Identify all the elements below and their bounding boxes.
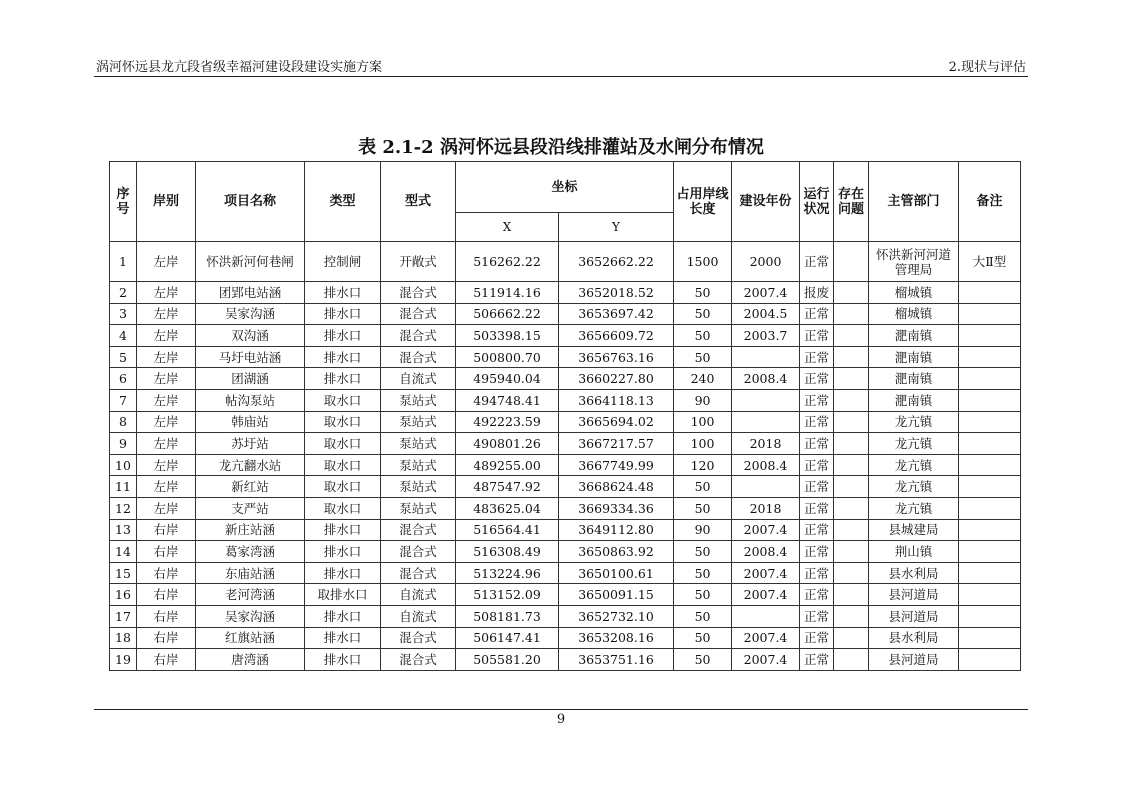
cell-length: 50 [674, 497, 732, 519]
cell-note [959, 411, 1021, 433]
cell-year [732, 411, 800, 433]
cell-status: 正常 [800, 368, 834, 390]
cell-y: 3667217.57 [559, 433, 674, 455]
col-header-category: 类型 [305, 162, 381, 242]
cell-seq: 11 [110, 476, 137, 498]
col-header-length: 占用岸线长度 [674, 162, 732, 242]
cell-length: 50 [674, 476, 732, 498]
col-header-year: 建设年份 [732, 162, 800, 242]
cell-seq: 19 [110, 649, 137, 671]
cell-y: 3650863.92 [559, 541, 674, 563]
cell-style: 泵站式 [381, 411, 456, 433]
cell-y: 3664118.13 [559, 389, 674, 411]
cell-length: 50 [674, 282, 732, 304]
cell-note: 大Ⅱ型 [959, 242, 1021, 282]
cell-length: 1500 [674, 242, 732, 282]
cell-length: 50 [674, 562, 732, 584]
cell-length: 50 [674, 325, 732, 347]
cell-dept: 县河道局 [869, 649, 959, 671]
cell-category: 排水口 [305, 325, 381, 347]
cell-name: 吴家沟涵 [196, 605, 305, 627]
cell-length: 90 [674, 389, 732, 411]
cell-seq: 17 [110, 605, 137, 627]
distribution-table [109, 161, 1021, 671]
cell-name: 老河湾涵 [196, 584, 305, 606]
table-row [110, 584, 1021, 606]
cell-note [959, 389, 1021, 411]
cell-seq: 16 [110, 584, 137, 606]
cell-bank: 右岸 [137, 562, 196, 584]
cell-length: 240 [674, 368, 732, 390]
table-row [110, 562, 1021, 584]
cell-note [959, 584, 1021, 606]
cell-category: 取水口 [305, 476, 381, 498]
cell-status: 报废 [800, 282, 834, 304]
cell-status: 正常 [800, 584, 834, 606]
cell-seq: 1 [110, 242, 137, 282]
cell-style: 混合式 [381, 282, 456, 304]
cell-name: 团郢电站涵 [196, 282, 305, 304]
cell-bank: 左岸 [137, 282, 196, 304]
cell-dept: 淝南镇 [869, 346, 959, 368]
col-header-style: 型式 [381, 162, 456, 242]
cell-category: 排水口 [305, 519, 381, 541]
cell-length: 50 [674, 303, 732, 325]
header-document-title: 涡河怀远县龙亢段省级幸福河建设段建设实施方案 [96, 60, 383, 75]
cell-note [959, 325, 1021, 347]
cell-dept: 荆山镇 [869, 541, 959, 563]
cell-style: 混合式 [381, 325, 456, 347]
cell-name: 苏圩站 [196, 433, 305, 455]
cell-year: 2003.7 [732, 325, 800, 347]
cell-bank: 右岸 [137, 584, 196, 606]
cell-style: 开敞式 [381, 242, 456, 282]
cell-seq: 8 [110, 411, 137, 433]
cell-seq: 15 [110, 562, 137, 584]
cell-status: 正常 [800, 411, 834, 433]
table-row [110, 325, 1021, 347]
cell-year: 2007.4 [732, 584, 800, 606]
cell-year: 2000 [732, 242, 800, 282]
cell-dept: 淝南镇 [869, 389, 959, 411]
header-section-title: 2.现状与评估 [948, 60, 1026, 75]
col-header-y: Y [559, 213, 674, 242]
cell-year: 2008.4 [732, 541, 800, 563]
table-row [110, 433, 1021, 455]
cell-bank: 左岸 [137, 242, 196, 282]
cell-year [732, 389, 800, 411]
col-header-status: 运行状况 [800, 162, 834, 242]
cell-bank: 右岸 [137, 627, 196, 649]
cell-x: 490801.26 [456, 433, 559, 455]
table-row [110, 605, 1021, 627]
cell-status: 正常 [800, 433, 834, 455]
cell-name: 红旗站涵 [196, 627, 305, 649]
cell-y: 3656763.16 [559, 346, 674, 368]
cell-year: 2007.4 [732, 627, 800, 649]
cell-note [959, 627, 1021, 649]
cell-note [959, 605, 1021, 627]
col-header-bank: 岸别 [137, 162, 196, 242]
cell-x: 494748.41 [456, 389, 559, 411]
cell-name: 新庄站涵 [196, 519, 305, 541]
cell-category: 取排水口 [305, 584, 381, 606]
cell-y: 3650100.61 [559, 562, 674, 584]
cell-length: 50 [674, 605, 732, 627]
cell-y: 3656609.72 [559, 325, 674, 347]
cell-category: 排水口 [305, 303, 381, 325]
table-row [110, 242, 1021, 282]
cell-issue [834, 325, 869, 347]
cell-bank: 右岸 [137, 605, 196, 627]
cell-x: 492223.59 [456, 411, 559, 433]
cell-year: 2007.4 [732, 519, 800, 541]
cell-year [732, 346, 800, 368]
cell-issue [834, 242, 869, 282]
cell-issue [834, 605, 869, 627]
cell-dept: 龙亢镇 [869, 497, 959, 519]
cell-name: 葛家湾涵 [196, 541, 305, 563]
cell-y: 3652732.10 [559, 605, 674, 627]
cell-year: 2007.4 [732, 649, 800, 671]
cell-y: 3653208.16 [559, 627, 674, 649]
cell-year: 2004.5 [732, 303, 800, 325]
cell-status: 正常 [800, 346, 834, 368]
cell-length: 120 [674, 454, 732, 476]
table-title: 表 2.1-2 涡河怀远县段沿线排灌站及水闸分布情况 [358, 137, 764, 158]
cell-name: 怀洪新河何巷闸 [196, 242, 305, 282]
cell-bank: 右岸 [137, 519, 196, 541]
cell-name: 支严站 [196, 497, 305, 519]
cell-category: 排水口 [305, 605, 381, 627]
cell-length: 100 [674, 411, 732, 433]
cell-seq: 2 [110, 282, 137, 304]
cell-y: 3667749.99 [559, 454, 674, 476]
cell-dept: 怀洪新河河道管理局 [869, 242, 959, 282]
cell-status: 正常 [800, 541, 834, 563]
cell-note [959, 497, 1021, 519]
cell-y: 3652018.52 [559, 282, 674, 304]
cell-note [959, 562, 1021, 584]
table-row [110, 389, 1021, 411]
cell-seq: 3 [110, 303, 137, 325]
cell-dept: 龙亢镇 [869, 433, 959, 455]
cell-note [959, 346, 1021, 368]
cell-bank: 左岸 [137, 346, 196, 368]
cell-bank: 左岸 [137, 325, 196, 347]
cell-length: 50 [674, 584, 732, 606]
table-row [110, 346, 1021, 368]
cell-note [959, 649, 1021, 671]
cell-y: 3653751.16 [559, 649, 674, 671]
cell-x: 500800.70 [456, 346, 559, 368]
cell-year: 2018 [732, 433, 800, 455]
cell-category: 取水口 [305, 433, 381, 455]
cell-dept: 龙亢镇 [869, 476, 959, 498]
cell-style: 泵站式 [381, 497, 456, 519]
cell-style: 混合式 [381, 541, 456, 563]
cell-length: 50 [674, 541, 732, 563]
cell-style: 混合式 [381, 519, 456, 541]
cell-length: 100 [674, 433, 732, 455]
cell-issue [834, 584, 869, 606]
cell-length: 90 [674, 519, 732, 541]
cell-x: 511914.16 [456, 282, 559, 304]
cell-x: 508181.73 [456, 605, 559, 627]
cell-dept: 县水利局 [869, 627, 959, 649]
cell-category: 排水口 [305, 282, 381, 304]
cell-style: 混合式 [381, 627, 456, 649]
cell-length: 50 [674, 649, 732, 671]
cell-year: 2018 [732, 497, 800, 519]
cell-dept: 龙亢镇 [869, 454, 959, 476]
cell-dept: 淝南镇 [869, 325, 959, 347]
table-row [110, 497, 1021, 519]
cell-x: 483625.04 [456, 497, 559, 519]
cell-year: 2007.4 [732, 562, 800, 584]
cell-y: 3650091.15 [559, 584, 674, 606]
table-row [110, 368, 1021, 390]
cell-status: 正常 [800, 325, 834, 347]
table-row [110, 454, 1021, 476]
cell-seq: 18 [110, 627, 137, 649]
cell-x: 506147.41 [456, 627, 559, 649]
table-row [110, 627, 1021, 649]
cell-seq: 4 [110, 325, 137, 347]
cell-bank: 右岸 [137, 649, 196, 671]
cell-x: 513224.96 [456, 562, 559, 584]
cell-category: 排水口 [305, 627, 381, 649]
cell-issue [834, 411, 869, 433]
cell-bank: 左岸 [137, 454, 196, 476]
cell-seq: 10 [110, 454, 137, 476]
cell-name: 马圩电站涵 [196, 346, 305, 368]
cell-name: 龙亢翻水站 [196, 454, 305, 476]
cell-style: 混合式 [381, 303, 456, 325]
table-row [110, 476, 1021, 498]
cell-category: 排水口 [305, 346, 381, 368]
cell-seq: 6 [110, 368, 137, 390]
cell-status: 正常 [800, 389, 834, 411]
cell-status: 正常 [800, 649, 834, 671]
cell-x: 516308.49 [456, 541, 559, 563]
cell-x: 506662.22 [456, 303, 559, 325]
cell-name: 帖沟泵站 [196, 389, 305, 411]
cell-seq: 5 [110, 346, 137, 368]
cell-y: 3652662.22 [559, 242, 674, 282]
cell-category: 控制闸 [305, 242, 381, 282]
cell-x: 487547.92 [456, 476, 559, 498]
cell-y: 3669334.36 [559, 497, 674, 519]
cell-name: 韩庙站 [196, 411, 305, 433]
cell-name: 双沟涵 [196, 325, 305, 347]
cell-x: 505581.20 [456, 649, 559, 671]
cell-status: 正常 [800, 303, 834, 325]
table-row [110, 411, 1021, 433]
cell-dept: 淝南镇 [869, 368, 959, 390]
cell-status: 正常 [800, 476, 834, 498]
cell-year: 2007.4 [732, 282, 800, 304]
cell-x: 516262.22 [456, 242, 559, 282]
cell-category: 排水口 [305, 541, 381, 563]
cell-style: 泵站式 [381, 433, 456, 455]
cell-name: 团湖涵 [196, 368, 305, 390]
col-header-coord: 坐标 [456, 162, 674, 213]
cell-dept: 榴城镇 [869, 282, 959, 304]
cell-style: 自流式 [381, 368, 456, 390]
table-row [110, 282, 1021, 304]
cell-length: 50 [674, 627, 732, 649]
cell-style: 混合式 [381, 562, 456, 584]
cell-category: 排水口 [305, 649, 381, 671]
cell-status: 正常 [800, 454, 834, 476]
table-row [110, 303, 1021, 325]
cell-note [959, 476, 1021, 498]
cell-note [959, 368, 1021, 390]
cell-status: 正常 [800, 562, 834, 584]
cell-style: 自流式 [381, 584, 456, 606]
col-header-name: 项目名称 [196, 162, 305, 242]
cell-year: 2008.4 [732, 454, 800, 476]
cell-dept: 县河道局 [869, 584, 959, 606]
col-header-x: X [456, 213, 559, 242]
cell-issue [834, 497, 869, 519]
cell-seq: 9 [110, 433, 137, 455]
cell-seq: 7 [110, 389, 137, 411]
cell-style: 泵站式 [381, 476, 456, 498]
cell-issue [834, 368, 869, 390]
cell-bank: 左岸 [137, 368, 196, 390]
cell-length: 50 [674, 346, 732, 368]
cell-note [959, 303, 1021, 325]
cell-y: 3653697.42 [559, 303, 674, 325]
cell-issue [834, 649, 869, 671]
cell-issue [834, 282, 869, 304]
cell-status: 正常 [800, 519, 834, 541]
cell-name: 东庙站涵 [196, 562, 305, 584]
cell-status: 正常 [800, 627, 834, 649]
col-header-dept: 主管部门 [869, 162, 959, 242]
cell-issue [834, 454, 869, 476]
table-row [110, 649, 1021, 671]
col-header-seq: 序号 [110, 162, 137, 242]
cell-year: 2008.4 [732, 368, 800, 390]
cell-bank: 左岸 [137, 389, 196, 411]
col-header-issue: 存在问题 [834, 162, 869, 242]
cell-category: 取水口 [305, 389, 381, 411]
cell-issue [834, 303, 869, 325]
cell-y: 3649112.80 [559, 519, 674, 541]
cell-x: 495940.04 [456, 368, 559, 390]
cell-note [959, 282, 1021, 304]
cell-x: 503398.15 [456, 325, 559, 347]
cell-year [732, 605, 800, 627]
cell-bank: 左岸 [137, 433, 196, 455]
cell-bank: 左岸 [137, 411, 196, 433]
cell-bank: 右岸 [137, 541, 196, 563]
cell-dept: 龙亢镇 [869, 411, 959, 433]
cell-category: 排水口 [305, 562, 381, 584]
cell-status: 正常 [800, 497, 834, 519]
col-header-note: 备注 [959, 162, 1021, 242]
table-body [110, 242, 1021, 671]
cell-name: 新红站 [196, 476, 305, 498]
cell-x: 513152.09 [456, 584, 559, 606]
cell-style: 泵站式 [381, 389, 456, 411]
cell-name: 吴家沟涵 [196, 303, 305, 325]
cell-issue [834, 627, 869, 649]
cell-issue [834, 346, 869, 368]
cell-dept: 县城建局 [869, 519, 959, 541]
page-number: 9 [556, 712, 566, 727]
cell-name: 唐湾涵 [196, 649, 305, 671]
cell-issue [834, 433, 869, 455]
cell-issue [834, 389, 869, 411]
cell-year [732, 476, 800, 498]
cell-category: 取水口 [305, 497, 381, 519]
cell-category: 排水口 [305, 368, 381, 390]
cell-y: 3660227.80 [559, 368, 674, 390]
cell-bank: 左岸 [137, 476, 196, 498]
cell-dept: 县水利局 [869, 562, 959, 584]
cell-style: 自流式 [381, 605, 456, 627]
cell-status: 正常 [800, 242, 834, 282]
cell-y: 3665694.02 [559, 411, 674, 433]
cell-seq: 13 [110, 519, 137, 541]
cell-note [959, 454, 1021, 476]
cell-issue [834, 562, 869, 584]
cell-bank: 左岸 [137, 303, 196, 325]
cell-dept: 县河道局 [869, 605, 959, 627]
cell-note [959, 541, 1021, 563]
footer-rule [94, 709, 1028, 710]
cell-note [959, 519, 1021, 541]
cell-seq: 14 [110, 541, 137, 563]
cell-status: 正常 [800, 605, 834, 627]
table-row [110, 541, 1021, 563]
cell-x: 516564.41 [456, 519, 559, 541]
cell-issue [834, 519, 869, 541]
cell-y: 3668624.48 [559, 476, 674, 498]
cell-x: 489255.00 [456, 454, 559, 476]
cell-dept: 榴城镇 [869, 303, 959, 325]
cell-issue [834, 541, 869, 563]
header-rule [94, 76, 1028, 77]
cell-style: 泵站式 [381, 454, 456, 476]
cell-style: 混合式 [381, 649, 456, 671]
cell-category: 取水口 [305, 411, 381, 433]
cell-category: 取水口 [305, 454, 381, 476]
cell-style: 混合式 [381, 346, 456, 368]
cell-seq: 12 [110, 497, 137, 519]
cell-bank: 左岸 [137, 497, 196, 519]
cell-issue [834, 476, 869, 498]
table-row [110, 519, 1021, 541]
cell-note [959, 433, 1021, 455]
